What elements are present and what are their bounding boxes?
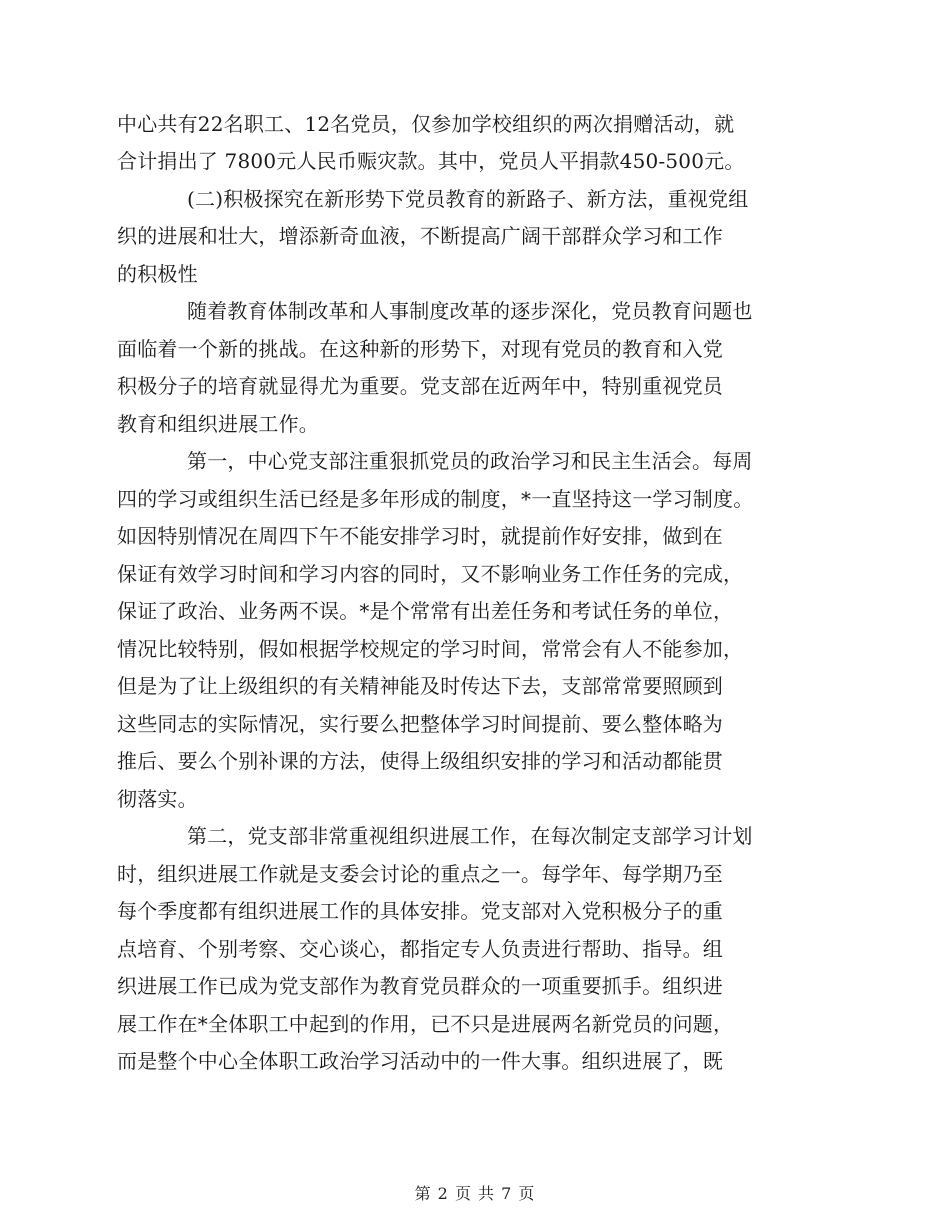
- text-line: 织的进展和壮大，增添新奇血液，不断提高广阔干部群众学习和工作: [117, 224, 723, 248]
- text-line: 情况比较特别，假如根据学校规定的学习时间，常常会有人不能参加，: [117, 637, 744, 661]
- text-line: 保证了政治、业务两不误。*是个常常有出差任务和考试任务的单位，: [117, 599, 734, 623]
- text-line: 积极分子的培育就显得尤为重要。党支部在近两年中，特别重视党员: [117, 374, 723, 398]
- text-line: 随着教育体制改革和人事制度改革的逐步深化，党员教育问题也: [187, 299, 753, 323]
- text-line: 合计捐出了 7800元人民币赈灾款。其中，党员人平捐款450-500元。: [117, 149, 745, 173]
- text-line: (二)积极探究在新形势下党员教育的新路子、新方法，重视党组: [187, 187, 749, 211]
- text-line: 织进展工作已成为党支部作为教育党员群众的一项重要抓手。组织进: [117, 974, 723, 998]
- text-line: 点培育、个别考察、交心谈心，都指定专人负责进行帮助、指导。组: [117, 937, 723, 961]
- text-line: 中心共有22名职工、12名党员，仅参加学校组织的两次捐赠活动，就: [117, 112, 735, 136]
- text-line: 面临着一个新的挑战。在这种新的形势下，对现有党员的教育和入党: [117, 337, 723, 361]
- text-line: 第一，中心党支部注重狠抓党员的政治学习和民主生活会。每周: [187, 449, 753, 473]
- text-line: 如因特别情况在周四下午不能安排学习时，就提前作好安排，做到在: [117, 524, 723, 548]
- text-line: 教育和组织进展工作。: [117, 412, 319, 436]
- text-line: 第二，党支部非常重视组织进展工作，在每次制定支部学习计划: [187, 824, 753, 848]
- text-line: 四的学习或组织生活已经是多年形成的制度，*一直坚持这一学习制度。: [117, 487, 754, 511]
- text-line: 保证有效学习时间和学习内容的同时，又不影响业务工作任务的完成，: [117, 562, 744, 586]
- text-line: 展工作在*全体职工中起到的作用，已不只是进展两名新党员的问题，: [117, 1012, 734, 1036]
- page-number-footer: 第 2 页 共 7 页: [414, 1184, 536, 1203]
- text-line: 推后、要么个别补课的方法，使得上级组织安排的学习和活动都能贯: [117, 749, 723, 773]
- text-line: 彻落实。: [117, 787, 198, 811]
- text-line: 而是整个中心全体职工政治学习活动中的一件大事。组织进展了，既: [117, 1049, 723, 1073]
- text-line: 的积极性: [117, 262, 198, 286]
- text-line: 每个季度都有组织进展工作的具体安排。党支部对入党积极分子的重: [117, 899, 723, 923]
- text-line: 这些同志的实际情况，实行要么把整体学习时间提前、要么整体略为: [117, 712, 723, 736]
- text-line: 但是为了让上级组织的有关精神能及时传达下去，支部常常要照顾到: [117, 674, 723, 698]
- text-line: 时，组织进展工作就是支委会讨论的重点之一。每学年、每学期乃至: [117, 862, 723, 886]
